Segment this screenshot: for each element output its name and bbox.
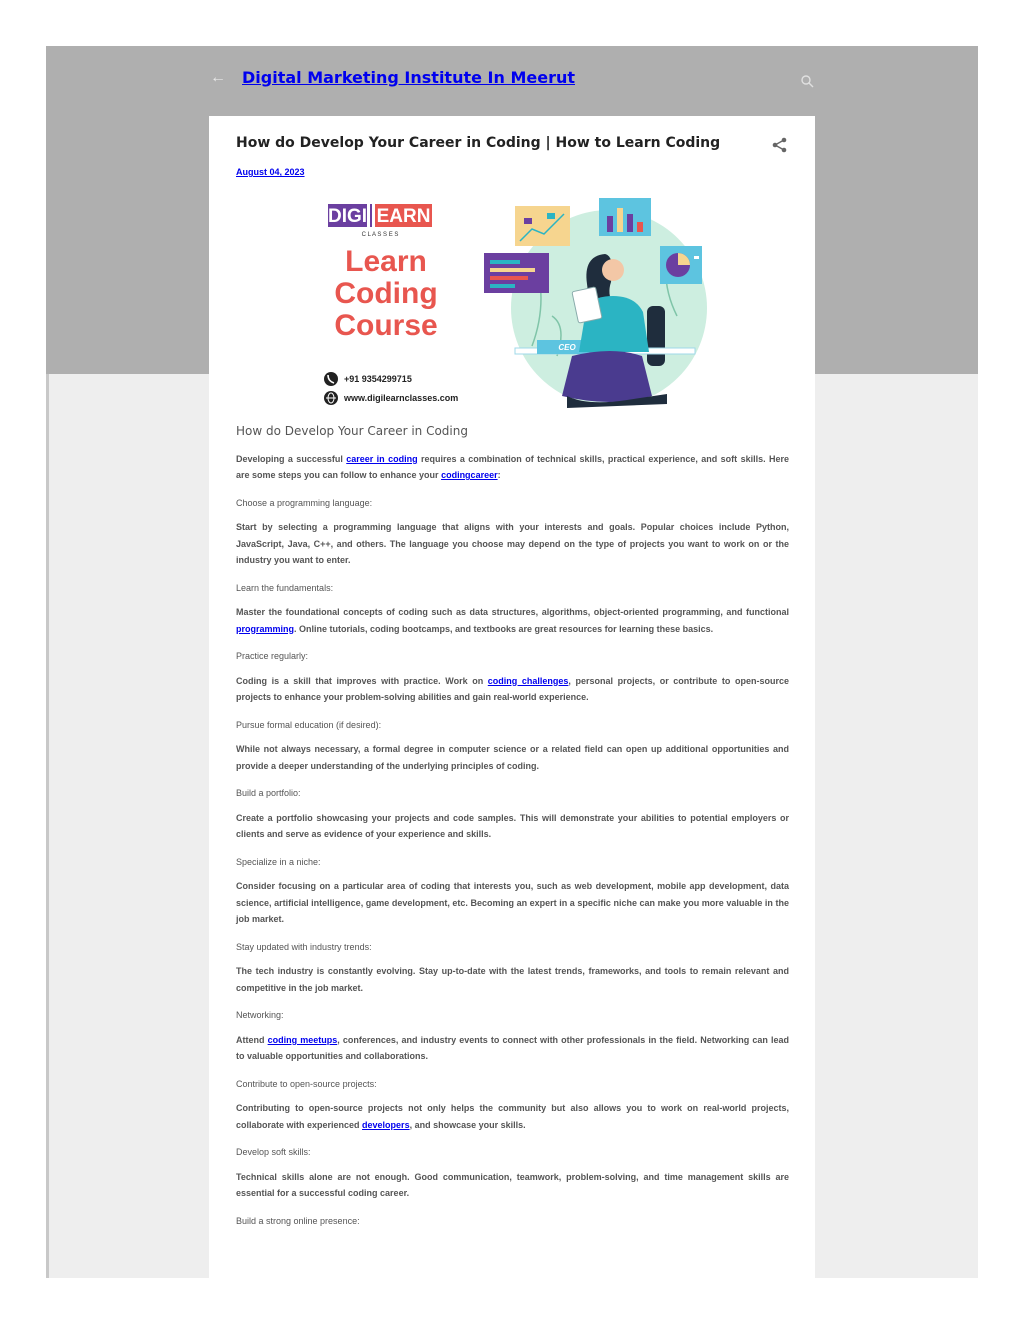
svg-text:EARN: EARN [376, 206, 431, 227]
brand-logo [328, 204, 432, 238]
share-icon[interactable] [771, 136, 789, 154]
section-heading: Choose a programming language: [236, 497, 373, 508]
section-heading: Pursue formal education (if desired): [236, 719, 382, 730]
programming-link[interactable]: programming [236, 623, 295, 634]
career-in-coding-link[interactable]: career in coding [346, 453, 418, 464]
hero-image [327, 196, 707, 411]
section-body: Create a portfolio showcasing your projects and code samples. This will demonstrate your abilities to potential employers or clients and serve as evidence of your experience and skills. [236, 812, 789, 839]
intro-paragraph: Developing a successful career in coding requires a combination of technical skills, practical experience, and soft skills. Here are some steps you can follow to enhance your codingcareer: [236, 453, 789, 480]
section-heading: Practice regularly: [236, 651, 309, 661]
coding-challenges-link[interactable]: coding challenges [487, 675, 569, 686]
hero-website: www.digilearnclasses.com [344, 393, 459, 403]
section-heading: Networking: [236, 1010, 284, 1020]
hero-line-coding: Coding [334, 277, 438, 310]
section-heading: Contribute to open-source projects: [236, 1078, 377, 1089]
section-body: Master the foundational concepts of coding such as data structures, algorithms, object-oriented programming, and functional programming. Online tutorials, coding bootcamps, and textbooks are great resources for learning these basics. [236, 607, 789, 634]
section-heading: Specialize in a niche: [236, 856, 321, 867]
codingcareer-link[interactable]: codingcareer [441, 470, 498, 480]
search-icon[interactable] [800, 74, 814, 88]
phone-icon [324, 372, 338, 386]
ceo-illustration [484, 198, 707, 408]
hero-line-course: Course [334, 309, 438, 342]
svg-text:C L A S S E S: C L A S S E S [361, 232, 399, 238]
coding-meetups-link[interactable]: coding meetups [267, 1034, 338, 1045]
section-body: Consider focusing on a particular area of coding that interests you, such as web development, mobile app development, data science, artificial intelligence, game development, etc. Becoming an expert in a specific niche can make you more valuable in the job market. [236, 881, 789, 924]
hero-phone: +91 9354299715 [344, 374, 412, 384]
section-body: Contributing to open-source projects not only helps the community but also allows you to work on real-world projects, collaborate with experienced developers, and showcase your skills. [236, 1103, 789, 1130]
svg-text:DIGI: DIGI [327, 206, 368, 227]
hero-line-learn: Learn [345, 245, 427, 278]
section-body: Technical skills alone are not enough. Good communication, teamwork, problem-solving, and time management skills are essential for a successful coding career. [236, 1171, 789, 1198]
section-body: Coding is a skill that improves with practice. Work on coding challenges, personal projects, or contribute to open-source projects to enhance your problem-solving abilities and gain real-world experience. [236, 675, 789, 702]
section-heading: Develop soft skills: [236, 1147, 311, 1157]
arrow-left-icon[interactable]: ← [210, 69, 226, 86]
site-title-link[interactable]: Digital Marketing Institute In Meerut [242, 68, 575, 87]
post-card [209, 116, 815, 1286]
post-title: How do Develop Your Career in Coding | How to Learn Coding [236, 135, 721, 151]
section-heading: Build a strong online presence: [236, 1215, 360, 1226]
section-heading: Stay updated with industry trends: [236, 941, 372, 952]
developers-link[interactable]: developers [362, 1119, 410, 1130]
section-body: Attend coding meetups, conferences, and industry events to connect with other professionals in the field. Networking can lead to valuable opportunities and collaborations. [236, 1034, 789, 1061]
section-body: While not always necessary, a formal degree in computer science or a related field can open up additional opportunities and provide a deeper understanding of the underlying principles of coding. [236, 744, 789, 771]
section-body: Start by selecting a programming language that aligns with your interests and goals. Popular choices include Python, JavaScript, Java, C++, and others. The language you choose may depend on the type of projects you want to work on or the industry you want to enter. [236, 522, 789, 565]
article-content [236, 423, 789, 1237]
page-background [46, 46, 978, 1278]
section-body: The tech industry is constantly evolving. Stay up-to-date with the latest trends, frameworks, and tools to remain relevant and competitive in the job market. [236, 966, 789, 993]
post-date-link[interactable]: August 04, 2023 [236, 167, 305, 177]
section-heading: Learn the fundamentals: [236, 582, 334, 593]
ceo-badge: CEO [558, 343, 576, 352]
section-heading: Build a portfolio: [236, 788, 301, 798]
image-caption: How do Develop Your Career in Coding [236, 424, 468, 438]
